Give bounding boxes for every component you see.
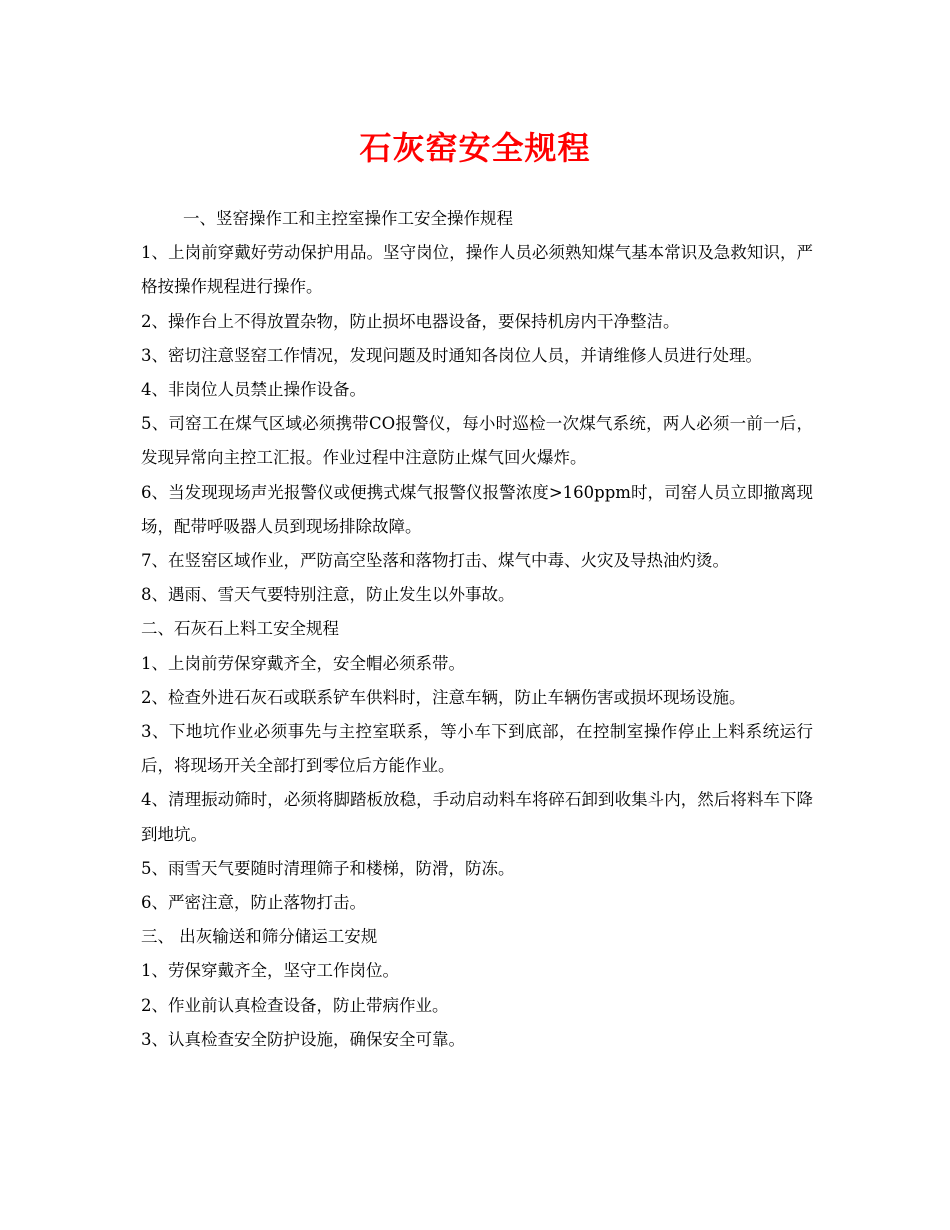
paragraph: 2、操作台上不得放置杂物，防止损坏电器设备，要保持机房内干净整洁。 (141, 311, 680, 331)
section-heading-1: 一、竖窑操作工和主控室操作工安全操作规程 (183, 209, 513, 228)
paragraph: 5、雨雪天气要随时清理筛子和楼梯，防滑，防冻。 (141, 858, 515, 878)
paragraph: 4、非岗位人员禁止操作设备。 (141, 380, 366, 400)
paragraph: 7、在竖窑区域作业，严防高空坠落和落物打击、煤气中毒、火灾及导热油灼烫。 (141, 551, 729, 571)
section-heading-3: 三、 出灰输送和筛分储运工安规 (141, 927, 378, 947)
document-title: 石灰窑安全规程 (359, 129, 591, 167)
paragraph: 5、司窑工在煤气区域必须携带CO报警仪，每小时巡检一次煤气系统，两人必须一前一后，发现异常向主控工汇报。作业过程中注意防止煤气回火爆炸。 (141, 414, 813, 468)
paragraph: 1、上岗前穿戴好劳动保护用品。坚守岗位，操作人员必须熟知煤气基本常识及急救知识，严格按操作规程进行操作。 (141, 243, 813, 297)
document-body (141, 202, 813, 1057)
paragraph: 1、上岗前劳保穿戴齐全，安全帽必须系带。 (141, 653, 465, 673)
paragraph: 4、清理振动筛时，必须将脚踏板放稳，手动启动料车将碎石卸到收集斗内，然后将料车下降到地坑。 (141, 790, 813, 844)
paragraph: 3、认真检查安全防护设施，确保安全可靠。 (141, 1029, 465, 1049)
paragraph: 3、下地坑作业必须事先与主控室联系，等小车下到底部，在控制室操作停止上料系统运行后，将现场开关全部打到零位后方能作业。 (141, 722, 813, 776)
section-heading-2: 二、石灰石上料工安全规程 (141, 619, 339, 639)
paragraph: 8、遇雨、雪天气要特别注意，防止发生以外事故。 (141, 585, 515, 605)
paragraph: 6、严密注意，防止落物打击。 (141, 893, 366, 913)
paragraph: 3、密切注意竖窑工作情况，发现问题及时通知各岗位人员，并请维修人员进行处理。 (141, 345, 762, 365)
paragraph: 1、劳保穿戴齐全，坚守工作岗位。 (141, 961, 399, 981)
paragraph: 2、检查外进石灰石或联系铲车供料时，注意车辆，防止车辆伤害或损坏现场设施。 (141, 687, 746, 707)
paragraph: 2、作业前认真检查设备，防止带病作业。 (141, 995, 449, 1015)
paragraph: 6、当发现现场声光报警仪或便携式煤气报警仪报警浓度>160ppm时，司窑人员立即撤离现场，配带呼吸器人员到现场排除故障。 (141, 482, 813, 536)
